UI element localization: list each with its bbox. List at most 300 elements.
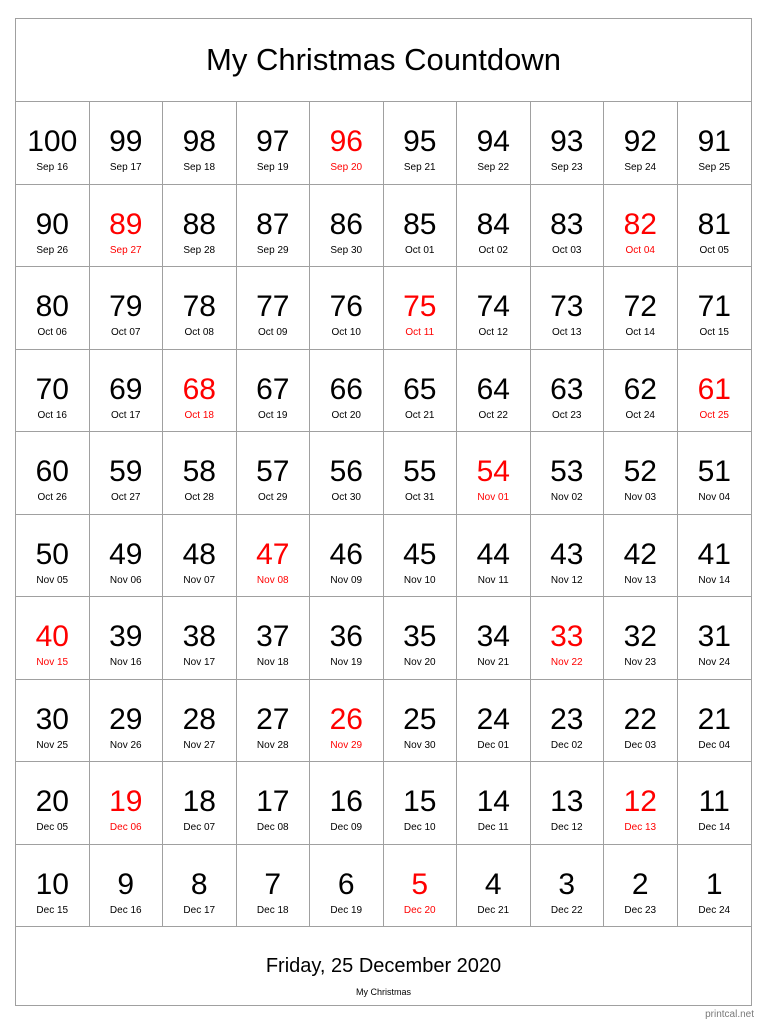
countdown-day-cell: [384, 680, 458, 763]
countdown-day-cell: [310, 515, 384, 598]
countdown-day-cell: [16, 102, 90, 185]
days-remaining: 23: [550, 702, 584, 736]
days-remaining: 85: [403, 207, 437, 241]
days-remaining: 28: [182, 702, 216, 736]
days-remaining: 67: [256, 372, 290, 406]
countdown-day-cell: [163, 680, 237, 763]
days-remaining: 10: [35, 867, 69, 901]
day-date: Oct 10: [331, 327, 361, 338]
day-date: Oct 05: [699, 244, 729, 256]
days-remaining: 17: [256, 785, 290, 818]
countdown-day-cell: [604, 515, 678, 598]
countdown-day-cell: [90, 680, 164, 763]
days-remaining: 5: [411, 867, 429, 901]
day-date: Nov 22: [550, 657, 583, 668]
countdown-day-cell: [604, 185, 678, 268]
day-date: Nov 26: [109, 739, 142, 751]
days-remaining: 42: [623, 537, 657, 571]
countdown-day-cell: [237, 845, 311, 928]
countdown-day-cell: [678, 515, 752, 598]
day-date: Dec 18: [256, 904, 289, 916]
day-date: Dec 22: [550, 904, 583, 916]
day-date: Sep 24: [624, 162, 657, 173]
countdown-day-cell: [237, 102, 311, 185]
countdown-day-cell: [90, 432, 164, 515]
countdown-day-cell: [457, 597, 531, 680]
countdown-day-cell: [16, 267, 90, 350]
countdown-day-cell: [531, 762, 605, 845]
countdown-day-cell: [163, 102, 237, 185]
day-date: Nov 08: [256, 574, 289, 586]
countdown-day-cell: [310, 185, 384, 268]
days-remaining: 53: [550, 455, 584, 488]
days-remaining: 65: [403, 372, 437, 406]
countdown-day-cell: [16, 597, 90, 680]
days-remaining: 81: [697, 207, 731, 241]
day-date: Nov 24: [698, 657, 731, 668]
days-remaining: 16: [329, 785, 363, 818]
day-date: Dec 09: [330, 822, 363, 833]
days-remaining: 22: [623, 702, 657, 736]
countdown-day-cell: [457, 267, 531, 350]
countdown-day-cell: [531, 350, 605, 433]
day-date: Dec 10: [403, 822, 436, 833]
countdown-day-cell: [531, 597, 605, 680]
day-date: Nov 17: [183, 657, 216, 668]
countdown-day-cell: [384, 845, 458, 928]
countdown-day-cell: [16, 515, 90, 598]
countdown-day-cell: [531, 432, 605, 515]
days-remaining: 59: [109, 455, 143, 488]
days-remaining: 37: [256, 620, 290, 653]
days-remaining: 86: [329, 207, 363, 241]
countdown-day-cell: [310, 680, 384, 763]
day-date: Sep 26: [36, 244, 69, 256]
day-date: Oct 27: [111, 492, 141, 503]
days-remaining: 27: [256, 702, 290, 736]
countdown-day-cell: [310, 267, 384, 350]
countdown-day-cell: [237, 680, 311, 763]
countdown-day-cell: [678, 432, 752, 515]
days-remaining: 14: [476, 785, 510, 818]
day-date: Oct 31: [405, 492, 435, 503]
day-date: Oct 03: [552, 244, 582, 256]
countdown-day-cell: [604, 102, 678, 185]
days-remaining: 40: [35, 620, 69, 653]
days-remaining: 93: [550, 125, 584, 158]
day-date: Sep 22: [477, 162, 510, 173]
countdown-day-cell: [457, 350, 531, 433]
countdown-day-cell: [237, 432, 311, 515]
day-date: Oct 20: [331, 409, 361, 421]
day-date: Nov 11: [477, 574, 509, 586]
days-remaining: 57: [256, 455, 290, 488]
days-remaining: 97: [256, 125, 290, 158]
days-remaining: 20: [35, 785, 69, 818]
days-remaining: 78: [182, 290, 216, 323]
countdown-day-cell: [604, 680, 678, 763]
countdown-grid: [16, 102, 751, 927]
day-date: Nov 27: [183, 739, 216, 751]
countdown-day-cell: [678, 845, 752, 928]
countdown-day-cell: [16, 680, 90, 763]
days-remaining: 38: [182, 620, 216, 653]
days-remaining: 96: [329, 125, 363, 158]
day-date: Nov 18: [256, 657, 289, 668]
day-date: Dec 21: [477, 904, 510, 916]
countdown-day-cell: [384, 185, 458, 268]
countdown-day-cell: [531, 680, 605, 763]
event-name: My Christmas: [355, 987, 411, 997]
day-date: Nov 04: [698, 492, 731, 503]
day-date: Nov 21: [477, 657, 510, 668]
day-date: Dec 02: [550, 739, 583, 751]
days-remaining: 12: [623, 785, 657, 818]
day-date: Nov 12: [550, 574, 583, 586]
days-remaining: 2: [631, 867, 649, 901]
day-date: Dec 05: [36, 822, 69, 833]
days-remaining: 61: [697, 372, 731, 406]
day-date: Oct 06: [37, 327, 67, 338]
day-date: Oct 09: [258, 327, 288, 338]
countdown-day-cell: [16, 845, 90, 928]
day-date: Sep 16: [36, 162, 69, 173]
day-date: Sep 23: [550, 162, 583, 173]
days-remaining: 58: [182, 455, 216, 488]
countdown-day-cell: [237, 762, 311, 845]
days-remaining: 90: [35, 207, 69, 241]
days-remaining: 43: [550, 537, 584, 571]
day-date: Nov 19: [330, 657, 363, 668]
countdown-day-cell: [604, 762, 678, 845]
countdown-day-cell: [384, 515, 458, 598]
days-remaining: 41: [697, 537, 731, 571]
days-remaining: 30: [35, 702, 69, 736]
day-date: Oct 16: [37, 409, 67, 421]
days-remaining: 68: [182, 372, 216, 406]
days-remaining: 7: [264, 867, 282, 901]
day-date: Sep 19: [256, 162, 289, 173]
countdown-day-cell: [90, 597, 164, 680]
day-date: Nov 25: [36, 739, 69, 751]
day-date: Nov 01: [477, 492, 510, 503]
countdown-day-cell: [604, 432, 678, 515]
days-remaining: 54: [476, 455, 510, 488]
days-remaining: 29: [109, 702, 143, 736]
days-remaining: 75: [403, 290, 437, 323]
days-remaining: 1: [705, 867, 723, 901]
days-remaining: 15: [403, 785, 437, 818]
day-date: Oct 13: [552, 327, 582, 338]
day-date: Oct 08: [184, 327, 214, 338]
countdown-day-cell: [90, 267, 164, 350]
day-date: Nov 02: [550, 492, 583, 503]
days-remaining: 60: [35, 455, 69, 488]
day-date: Dec 07: [183, 822, 216, 833]
day-date: Dec 04: [698, 739, 731, 751]
day-date: Nov 15: [36, 657, 69, 668]
countdown-day-cell: [310, 597, 384, 680]
days-remaining: 8: [190, 867, 208, 901]
countdown-day-cell: [90, 102, 164, 185]
countdown-day-cell: [384, 102, 458, 185]
countdown-day-cell: [310, 762, 384, 845]
countdown-day-cell: [604, 350, 678, 433]
day-date: Dec 13: [624, 822, 657, 833]
countdown-day-cell: [90, 762, 164, 845]
countdown-day-cell: [531, 102, 605, 185]
countdown-day-cell: [16, 350, 90, 433]
days-remaining: 35: [403, 620, 437, 653]
days-remaining: 99: [109, 125, 143, 158]
days-remaining: 98: [182, 125, 216, 158]
countdown-day-cell: [90, 515, 164, 598]
day-date: Nov 03: [624, 492, 657, 503]
countdown-day-cell: [16, 762, 90, 845]
days-remaining: 62: [623, 372, 657, 406]
countdown-day-cell: [604, 845, 678, 928]
day-date: Nov 29: [330, 739, 363, 751]
day-date: Sep 28: [183, 244, 216, 256]
countdown-day-cell: [90, 350, 164, 433]
day-date: Oct 02: [478, 244, 508, 256]
countdown-day-cell: [163, 185, 237, 268]
countdown-day-cell: [310, 845, 384, 928]
countdown-day-cell: [457, 432, 531, 515]
day-date: Sep 20: [330, 162, 363, 173]
day-date: Oct 11: [405, 327, 435, 338]
countdown-day-cell: [457, 680, 531, 763]
days-remaining: 3: [558, 867, 576, 901]
day-date: Oct 18: [184, 409, 214, 421]
day-date: Nov 13: [624, 574, 657, 586]
countdown-day-cell: [678, 185, 752, 268]
days-remaining: 51: [697, 455, 731, 488]
day-date: Oct 22: [478, 409, 508, 421]
days-remaining: 87: [256, 207, 290, 241]
days-remaining: 46: [329, 537, 363, 571]
countdown-day-cell: [457, 102, 531, 185]
countdown-day-cell: [604, 597, 678, 680]
days-remaining: 79: [109, 290, 143, 323]
day-date: Sep 29: [256, 244, 289, 256]
countdown-day-cell: [310, 102, 384, 185]
days-remaining: 80: [35, 290, 69, 323]
days-remaining: 69: [109, 372, 143, 406]
days-remaining: 77: [256, 290, 290, 323]
day-date: Oct 28: [184, 492, 214, 503]
day-date: Dec 15: [36, 904, 69, 916]
countdown-day-cell: [384, 762, 458, 845]
countdown-day-cell: [163, 515, 237, 598]
days-remaining: 100: [27, 125, 78, 158]
countdown-day-cell: [678, 350, 752, 433]
day-date: Nov 16: [109, 657, 142, 668]
days-remaining: 73: [550, 290, 584, 323]
days-remaining: 70: [35, 372, 69, 406]
day-date: Dec 14: [698, 822, 731, 833]
countdown-day-cell: [531, 845, 605, 928]
day-date: Dec 03: [624, 739, 657, 751]
title-box: [16, 19, 751, 102]
countdown-day-cell: [604, 267, 678, 350]
countdown-day-cell: [237, 515, 311, 598]
day-date: Dec 19: [330, 904, 363, 916]
day-date: Dec 01: [477, 739, 510, 751]
countdown-day-cell: [531, 515, 605, 598]
days-remaining: 49: [109, 537, 143, 571]
countdown-day-cell: [163, 267, 237, 350]
countdown-day-cell: [457, 762, 531, 845]
footer: [16, 927, 751, 1007]
day-date: Dec 11: [477, 822, 509, 833]
countdown-day-cell: [237, 597, 311, 680]
day-date: Sep 25: [698, 162, 731, 173]
page-title: My Christmas Countdown: [206, 42, 561, 77]
day-date: Dec 24: [698, 904, 731, 916]
day-date: Oct 14: [625, 327, 655, 338]
day-date: Sep 30: [330, 244, 363, 256]
days-remaining: 9: [117, 867, 135, 901]
day-date: Dec 08: [256, 822, 289, 833]
countdown-day-cell: [384, 597, 458, 680]
day-date: Oct 04: [625, 244, 655, 256]
countdown-day-cell: [678, 102, 752, 185]
countdown-day-cell: [531, 267, 605, 350]
day-date: Nov 10: [403, 574, 436, 586]
day-date: Nov 20: [403, 657, 436, 668]
day-date: Oct 30: [331, 492, 361, 503]
day-date: Nov 23: [624, 657, 657, 668]
day-date: Oct 26: [37, 492, 67, 503]
day-date: Nov 28: [256, 739, 289, 751]
day-date: Sep 27: [109, 244, 142, 256]
days-remaining: 95: [403, 125, 437, 158]
countdown-sheet: [15, 18, 752, 1006]
days-remaining: 63: [550, 372, 584, 406]
day-date: Oct 25: [699, 409, 729, 421]
target-date: Friday, 25 December 2020: [265, 955, 502, 977]
days-remaining: 45: [403, 537, 437, 571]
day-date: Nov 14: [698, 574, 731, 586]
days-remaining: 83: [550, 207, 584, 241]
countdown-day-cell: [310, 350, 384, 433]
day-date: Oct 19: [258, 409, 288, 421]
days-remaining: 47: [256, 537, 290, 571]
countdown-day-cell: [384, 350, 458, 433]
days-remaining: 92: [623, 125, 657, 158]
countdown-day-cell: [531, 185, 605, 268]
countdown-day-cell: [457, 845, 531, 928]
days-remaining: 18: [182, 785, 216, 818]
countdown-day-cell: [163, 845, 237, 928]
days-remaining: 56: [329, 455, 363, 488]
days-remaining: 31: [697, 620, 731, 653]
days-remaining: 82: [623, 207, 657, 241]
day-date: Oct 12: [478, 327, 508, 338]
countdown-day-cell: [163, 762, 237, 845]
countdown-day-cell: [237, 350, 311, 433]
countdown-day-cell: [90, 185, 164, 268]
day-date: Oct 29: [258, 492, 288, 503]
day-date: Sep 17: [109, 162, 142, 173]
countdown-day-cell: [384, 432, 458, 515]
days-remaining: 11: [698, 785, 730, 818]
countdown-day-cell: [678, 680, 752, 763]
countdown-day-cell: [163, 432, 237, 515]
days-remaining: 89: [109, 207, 143, 241]
days-remaining: 21: [697, 702, 731, 736]
days-remaining: 39: [109, 620, 143, 653]
days-remaining: 71: [697, 290, 731, 323]
countdown-day-cell: [163, 350, 237, 433]
days-remaining: 32: [623, 620, 657, 653]
days-remaining: 94: [476, 125, 510, 158]
day-date: Oct 17: [111, 409, 141, 421]
days-remaining: 44: [476, 537, 510, 571]
countdown-day-cell: [310, 432, 384, 515]
days-remaining: 48: [182, 537, 216, 571]
days-remaining: 55: [403, 455, 437, 488]
days-remaining: 25: [403, 702, 437, 736]
countdown-day-cell: [90, 845, 164, 928]
day-date: Dec 06: [109, 822, 142, 833]
day-date: Oct 24: [625, 409, 655, 421]
day-date: Oct 21: [405, 409, 435, 421]
day-date: Sep 21: [403, 162, 436, 173]
days-remaining: 6: [337, 867, 355, 901]
day-date: Nov 07: [183, 574, 216, 586]
days-remaining: 50: [35, 537, 69, 571]
days-remaining: 33: [550, 620, 584, 653]
countdown-day-cell: [678, 597, 752, 680]
day-date: Oct 01: [405, 244, 435, 256]
countdown-day-cell: [457, 515, 531, 598]
days-remaining: 19: [109, 785, 143, 818]
days-remaining: 88: [182, 207, 216, 241]
day-date: Dec 20: [403, 904, 436, 916]
day-date: Nov 09: [330, 574, 363, 586]
day-date: Dec 12: [550, 822, 583, 833]
credit-link[interactable]: printcal.net: [705, 1009, 754, 1020]
countdown-day-cell: [16, 432, 90, 515]
day-date: Oct 07: [111, 327, 141, 338]
day-date: Nov 30: [403, 739, 436, 751]
day-date: Oct 23: [552, 409, 582, 421]
day-date: Sep 18: [183, 162, 216, 173]
day-date: Oct 15: [699, 327, 729, 338]
days-remaining: 74: [476, 290, 510, 323]
countdown-day-cell: [457, 185, 531, 268]
countdown-day-cell: [237, 267, 311, 350]
countdown-day-cell: [163, 597, 237, 680]
countdown-day-cell: [384, 267, 458, 350]
countdown-day-cell: [678, 267, 752, 350]
day-date: Nov 06: [109, 574, 142, 586]
days-remaining: 66: [329, 372, 363, 406]
days-remaining: 4: [484, 867, 502, 901]
days-remaining: 26: [329, 702, 363, 736]
countdown-day-cell: [237, 185, 311, 268]
days-remaining: 72: [623, 290, 657, 323]
days-remaining: 64: [476, 372, 510, 406]
day-date: Dec 16: [109, 904, 142, 916]
countdown-day-cell: [678, 762, 752, 845]
days-remaining: 24: [476, 702, 510, 736]
countdown-day-cell: [16, 185, 90, 268]
days-remaining: 34: [476, 620, 510, 653]
days-remaining: 52: [623, 455, 657, 488]
